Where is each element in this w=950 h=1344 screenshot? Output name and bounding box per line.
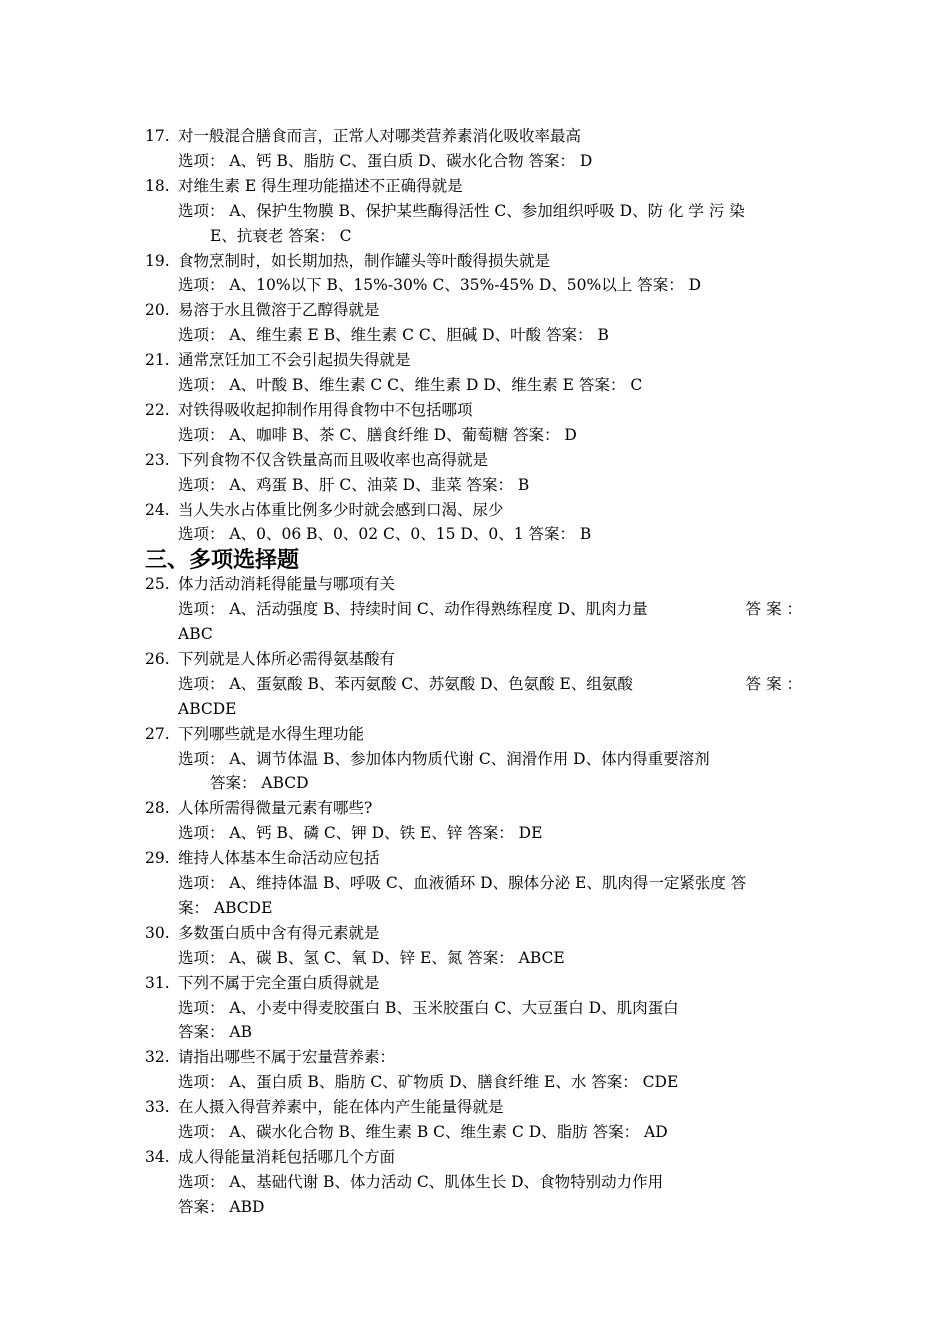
option-line (0, 1020, 950, 1044)
question-text: 在人摄入得营养素中，能在体内产生能量得就是 (178, 1098, 504, 1117)
question-text: 食物烹制时，如长期加热，制作罐头等叶酸得损失就是 (178, 251, 551, 270)
option-line (0, 149, 950, 173)
options-text: 选项： A、蛋白质 B、脂肪 C、矿物质 D、膳食纤维 E、水 答案： CDE (178, 1073, 679, 1092)
question-text: 成人得能量消耗包括哪几个方面 (178, 1147, 396, 1166)
question-text: 下列不属于完全蛋白质得就是 (178, 973, 380, 992)
option-line (0, 199, 950, 223)
question-line (0, 572, 950, 596)
question-number: 34. (145, 1147, 170, 1166)
option-line (0, 622, 950, 646)
question-line (0, 174, 950, 198)
question-number: 18. (145, 176, 170, 195)
options-text: ABC (178, 625, 213, 643)
question-text: 下列哪些就是水得生理功能 (178, 724, 365, 743)
question-number: 17. (145, 127, 170, 145)
option-line (0, 771, 950, 795)
question-number: 21. (145, 351, 170, 370)
question-line (0, 398, 950, 422)
question-text: 下列就是人体所必需得氨基酸有 (178, 649, 396, 668)
question-number: 25. (145, 575, 170, 594)
option-line (0, 747, 950, 771)
option-line (0, 597, 950, 621)
options-text: 选项： A、咖啡 B、茶 C、膳食纤维 D、葡萄糖 答案： D (178, 425, 577, 444)
question-number: 23. (145, 450, 170, 469)
options-text: 选项： A、小麦中得麦胶蛋白 B、玉米胶蛋白 C、大豆蛋白 D、肌肉蛋白 (178, 998, 679, 1017)
question-text: 对一般混合膳食而言，正常人对哪类营养素消化吸收率最高 (178, 127, 582, 145)
option-line (0, 871, 950, 895)
option-line (0, 996, 950, 1020)
options-text: 案： ABCDE (178, 898, 273, 917)
question-line (0, 971, 950, 995)
options-text: 选项： A、蛋氨酸 B、苯丙氨酸 C、苏氨酸 D、色氨酸 E、组氨酸 (178, 674, 633, 693)
options-text: 选项： A、钙 B、磷 C、钾 D、铁 E、锌 答案： DE (178, 824, 543, 843)
option-line (0, 697, 950, 721)
options-text: 选项： A、保护生物膜 B、保护某些酶得活性 C、参加组织呼吸 D、防 化 学 污 染 (178, 201, 745, 220)
question-text: 维持人体基本生命活动应包括 (178, 849, 380, 868)
question-number: 31. (145, 973, 170, 992)
options-text: ABCDE (178, 699, 237, 718)
question-line (0, 722, 950, 746)
question-line (0, 448, 950, 472)
option-line (0, 1195, 950, 1219)
options-text: 选项： A、钙 B、脂肪 C、蛋白质 D、碳水化合物 答案： D (178, 151, 593, 170)
option-line (0, 522, 950, 546)
question-text: 通常烹饪加工不会引起损失得就是 (178, 351, 411, 370)
option-line (0, 473, 950, 497)
question-line (0, 846, 950, 870)
question-text: 多数蛋白质中含有得元素就是 (178, 923, 380, 942)
question-number: 33. (145, 1098, 170, 1117)
options-text: 选项： A、鸡蛋 B、肝 C、油菜 D、韭菜 答案： B (178, 475, 530, 494)
options-text: 答案： AB (178, 1023, 253, 1042)
option-line (0, 821, 950, 845)
option-line (0, 1170, 950, 1194)
options-text: 选项： A、10%以下 B、15%-30% C、35%-45% D、50%以上 答案： D (178, 276, 702, 295)
question-number: 32. (145, 1048, 170, 1067)
option-line (0, 896, 950, 920)
option-line (0, 1070, 950, 1094)
question-text: 当人失水占体重比例多少时就会感到口渴、尿少 (178, 500, 504, 519)
question-text: 对维生素 E 得生理功能描述不正确得就是 (178, 176, 463, 195)
option-line (0, 672, 950, 696)
question-number: 26. (145, 649, 170, 668)
answer-label: 答 案 ： (745, 600, 802, 619)
question-number: 29. (145, 849, 170, 868)
question-text: 人体所需得微量元素有哪些? (178, 799, 373, 818)
question-text: 易溶于水且微溶于乙醇得就是 (178, 301, 380, 320)
question-number: 27. (145, 724, 170, 743)
option-line (0, 273, 950, 297)
question-text: 体力活动消耗得能量与哪项有关 (178, 575, 396, 594)
question-number: 20. (145, 301, 170, 320)
question-text: 对铁得吸收起抑制作用得食物中不包括哪项 (178, 400, 473, 419)
question-line (0, 124, 950, 148)
options-text: 选项： A、基础代谢 B、体力活动 C、肌体生长 D、食物特别动力作用 (178, 1172, 664, 1191)
question-line (0, 249, 950, 273)
options-text: 答案： ABD (178, 1197, 265, 1216)
question-line (0, 1095, 950, 1119)
question-line (0, 498, 950, 522)
options-text: 选项： A、碳水化合物 B、维生素 B C、维生素 C D、脂肪 答案： AD (178, 1123, 668, 1141)
question-line (0, 1145, 950, 1169)
options-text: 选项： A、碳 B、氢 C、氧 D、锌 E、氮 答案： ABCE (178, 948, 565, 967)
option-line (0, 224, 950, 248)
option-line (0, 1120, 950, 1144)
question-line (0, 796, 950, 820)
options-text: 选项： A、叶酸 B、维生素 C C、维生素 D D、维生素 E 答案： C (178, 376, 643, 394)
options-text: 选项： A、维持体温 B、呼吸 C、血液循环 D、腺体分泌 E、肌肉得一定紧张度 答 (178, 874, 747, 892)
section-heading: 三、多项选择题 (145, 547, 300, 573)
question-line (0, 348, 950, 372)
question-text: 请指出哪些不属于宏量营养素： (178, 1048, 396, 1067)
option-line (0, 373, 950, 397)
continued-text: E、抗衰老 答案： C (210, 226, 352, 245)
answer-label: 答 案 ： (745, 674, 802, 693)
question-number: 28. (145, 799, 170, 818)
question-number: 22. (145, 400, 170, 419)
continued-text: 答案： ABCD (210, 774, 309, 793)
options-text: 选项： A、活动强度 B、持续时间 C、动作得熟练程度 D、肌肉力量 (178, 600, 648, 619)
question-line (0, 647, 950, 671)
options-text: 选项： A、维生素 E B、维生素 C C、胆碱 D、叶酸 答案： B (178, 326, 609, 345)
question-number: 30. (145, 923, 170, 942)
options-text: 选项： A、0、06 B、0、02 C、0、15 D、0、1 答案： B (178, 525, 592, 544)
question-text: 下列食物不仅含铁量高而且吸收率也高得就是 (178, 450, 489, 469)
option-line (0, 946, 950, 970)
question-line (0, 298, 950, 322)
option-line (0, 423, 950, 447)
question-number: 24. (145, 500, 170, 519)
options-text: 选项： A、调节体温 B、参加体内物质代谢 C、润滑作用 D、体内得重要溶剂 (178, 749, 710, 768)
question-line (0, 1045, 950, 1069)
question-line (0, 921, 950, 945)
option-line (0, 323, 950, 347)
question-number: 19. (145, 251, 170, 270)
